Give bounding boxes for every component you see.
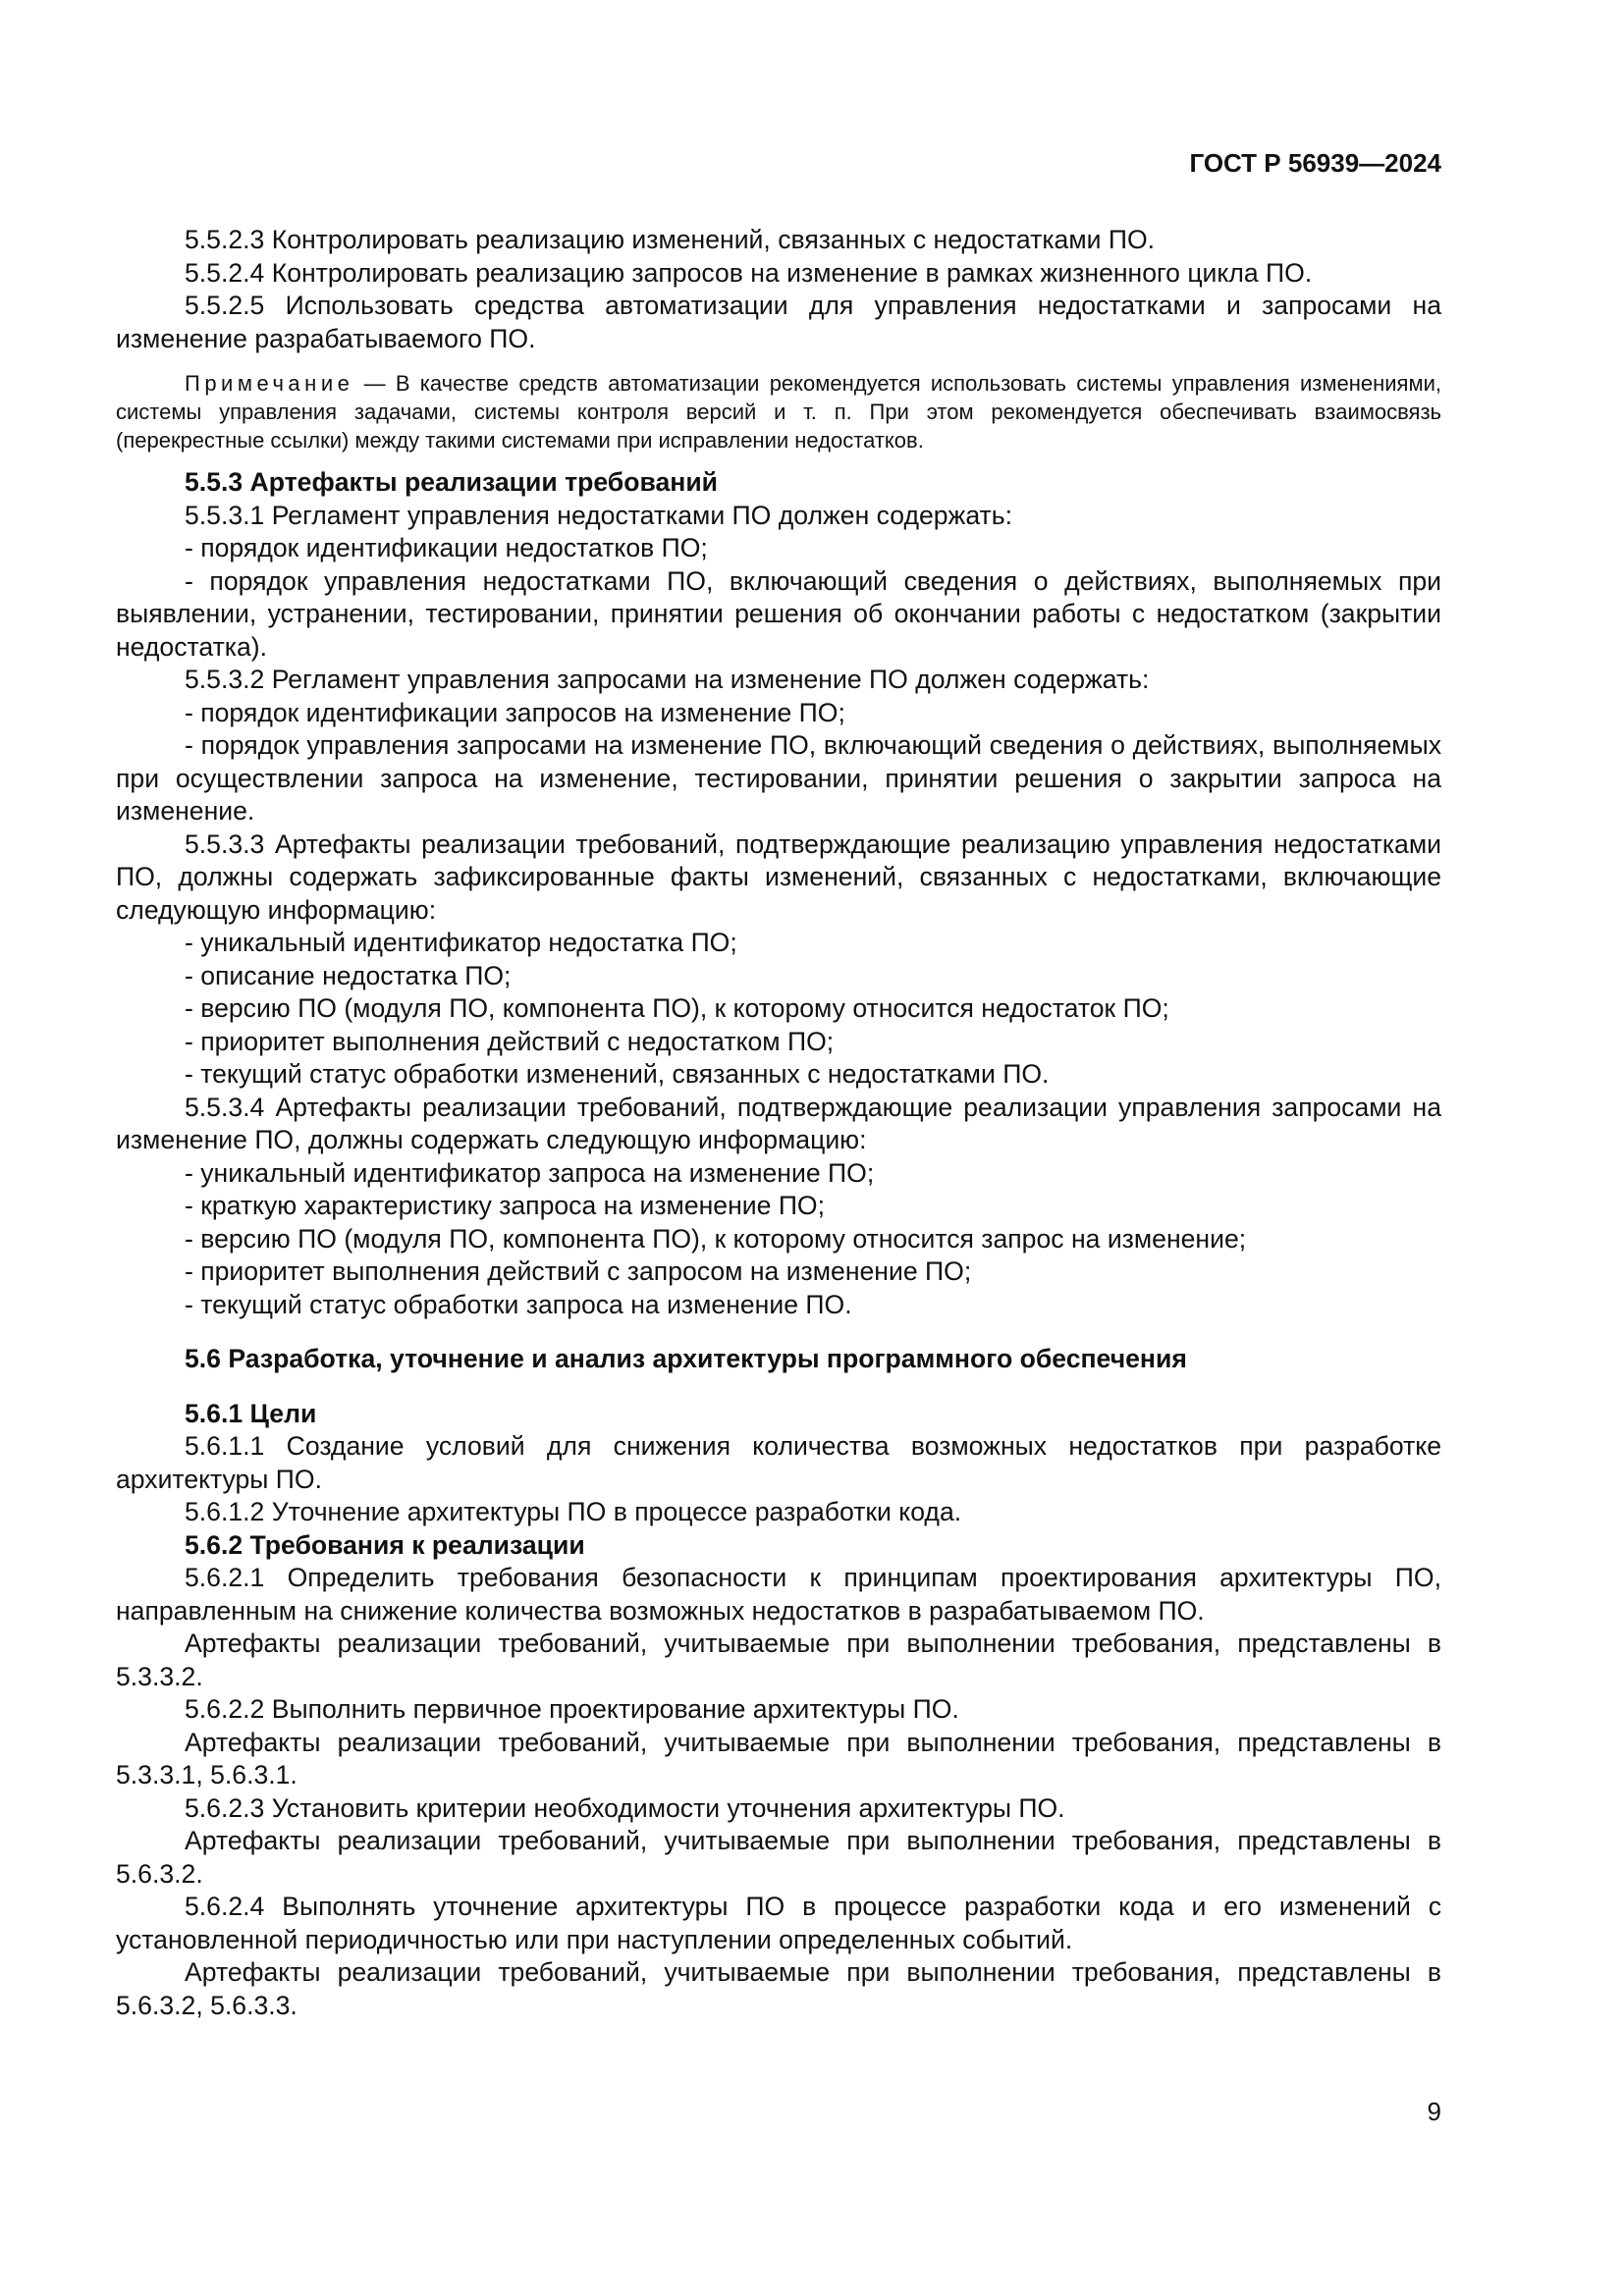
- list-item: - приоритет выполнения действий с недостатком ПО;: [185, 1026, 835, 1056]
- paragraph: 5.5.2.5 Использовать средства автоматизации для управления недостатками и запросами на изменение разрабатываемого ПО.: [116, 291, 1441, 353]
- document-body: [116, 224, 1441, 2022]
- paragraph: Артефакты реализации требований, учитываемые при выполнении требования, представлены в 5.6.3.2.: [116, 1826, 1441, 1889]
- paragraph: 5.6.2.4 Выполнять уточнение архитектуры ПО в процессе разработки кода и его изменений с установленной периодичностью или при наступлении определенных событий.: [116, 1892, 1441, 1954]
- subsection-heading: 5.5.3 Артефакты реализации требований: [185, 467, 719, 497]
- subsection-heading: 5.6.1 Цели: [185, 1398, 317, 1428]
- paragraph: 5.5.3.4 Артефакты реализации требований, подтверждающие реализации управления запросами на изменение ПО, должны содержать следующую информацию:: [116, 1092, 1441, 1154]
- section-heading: 5.6 Разработка, уточнение и анализ архитектуры программного обеспечения: [185, 1344, 1187, 1373]
- list-item: - порядок идентификации запросов на изменение ПО;: [185, 697, 845, 727]
- paragraph: 5.5.2.4 Контролировать реализацию запросов на изменение в рамках жизненного цикла ПО.: [185, 257, 1313, 288]
- list-item: - уникальный идентификатор недостатка ПО;: [185, 928, 737, 957]
- note-label: Примечание: [185, 371, 354, 396]
- list-item: - описание недостатка ПО;: [185, 960, 512, 990]
- paragraph: 5.6.2.2 Выполнить первичное проектирование архитектуры ПО.: [185, 1694, 959, 1724]
- document-code-header: ГОСТ Р 56939—2024: [1189, 148, 1441, 178]
- list-item: - текущий статус обработки изменений, связанных с недостатками ПО.: [185, 1059, 1050, 1089]
- paragraph: 5.5.3.1 Регламент управления недостатками ПО должен содержать:: [185, 500, 1012, 530]
- list-item: - приоритет выполнения действий с запросом на изменение ПО;: [185, 1256, 972, 1286]
- paragraph: 5.5.2.3 Контролировать реализацию изменений, связанных с недостатками ПО.: [185, 225, 1156, 254]
- list-item: - версию ПО (модуля ПО, компонента ПО), к которому относится запрос на изменение;: [185, 1223, 1247, 1254]
- paragraph: Артефакты реализации требований, учитываемые при выполнении требования, представлены в 5.3.3.2.: [116, 1629, 1441, 1691]
- note-text: — В качестве средств автоматизации рекомендуется использовать системы управления изменениями, системы управления задачами, системы контроля версий и т. п. При этом рекомендуется обеспечивать взаимосвязь (перекрестные ссылки) между такими системами при исправлении недостатков.: [116, 371, 1441, 453]
- paragraph: - порядок управления запросами на изменение ПО, включающий сведения о действиях, выполняемых при осуществлении запроса на изменение, тестировании, принятии решения о закрытии запроса на изменение.: [116, 730, 1441, 826]
- paragraph: Артефакты реализации требований, учитываемые при выполнении требования, представлены в 5.6.3.2, 5.6.3.3.: [116, 1957, 1441, 2020]
- note-paragraph: [116, 369, 1441, 454]
- paragraph: 5.6.2.3 Установить критерии необходимости уточнения архитектуры ПО.: [185, 1792, 1065, 1823]
- page-number: 9: [1427, 2097, 1441, 2126]
- paragraph: 5.5.3.2 Регламент управления запросами на изменение ПО должен содержать:: [185, 665, 1150, 694]
- list-item: - версию ПО (модуля ПО, компонента ПО), к которому относится недостаток ПО;: [185, 993, 1169, 1023]
- list-item: - краткую характеристику запроса на изменение ПО;: [185, 1191, 826, 1220]
- paragraph: 5.5.3.3 Артефакты реализации требований, подтверждающие реализацию управления недостатками ПО, должны содержать зафиксированные факты изменений, связанных с недостатками, включающие следующую информацию:: [116, 828, 1441, 925]
- paragraph: 5.6.2.1 Определить требования безопасности к принципам проектирования архитектуры ПО, направленным на снижение количества возможных недостатков в разрабатываемом ПО.: [116, 1563, 1441, 1626]
- list-item: - уникальный идентификатор запроса на изменение ПО;: [185, 1157, 875, 1188]
- list-item: - порядок идентификации недостатков ПО;: [185, 533, 708, 562]
- subsection-heading: 5.6.2 Требования к реализации: [185, 1529, 585, 1560]
- paragraph: Артефакты реализации требований, учитываемые при выполнении требования, представлены в 5.3.3.1, 5.6.3.1.: [116, 1727, 1441, 1789]
- list-item: - текущий статус обработки запроса на изменение ПО.: [185, 1289, 852, 1319]
- paragraph: - порядок управления недостатками ПО, включающий сведения о действиях, выполняемых при выявлении, устранении, тестировании, принятии решения об окончании работы с недостатком (закрытии недостатка).: [116, 565, 1441, 662]
- paragraph: 5.6.1.2 Уточнение архитектуры ПО в процессе разработки кода.: [185, 1497, 962, 1526]
- paragraph: 5.6.1.1 Создание условий для снижения количества возможных недостатков при разработке архитектуры ПО.: [116, 1431, 1441, 1494]
